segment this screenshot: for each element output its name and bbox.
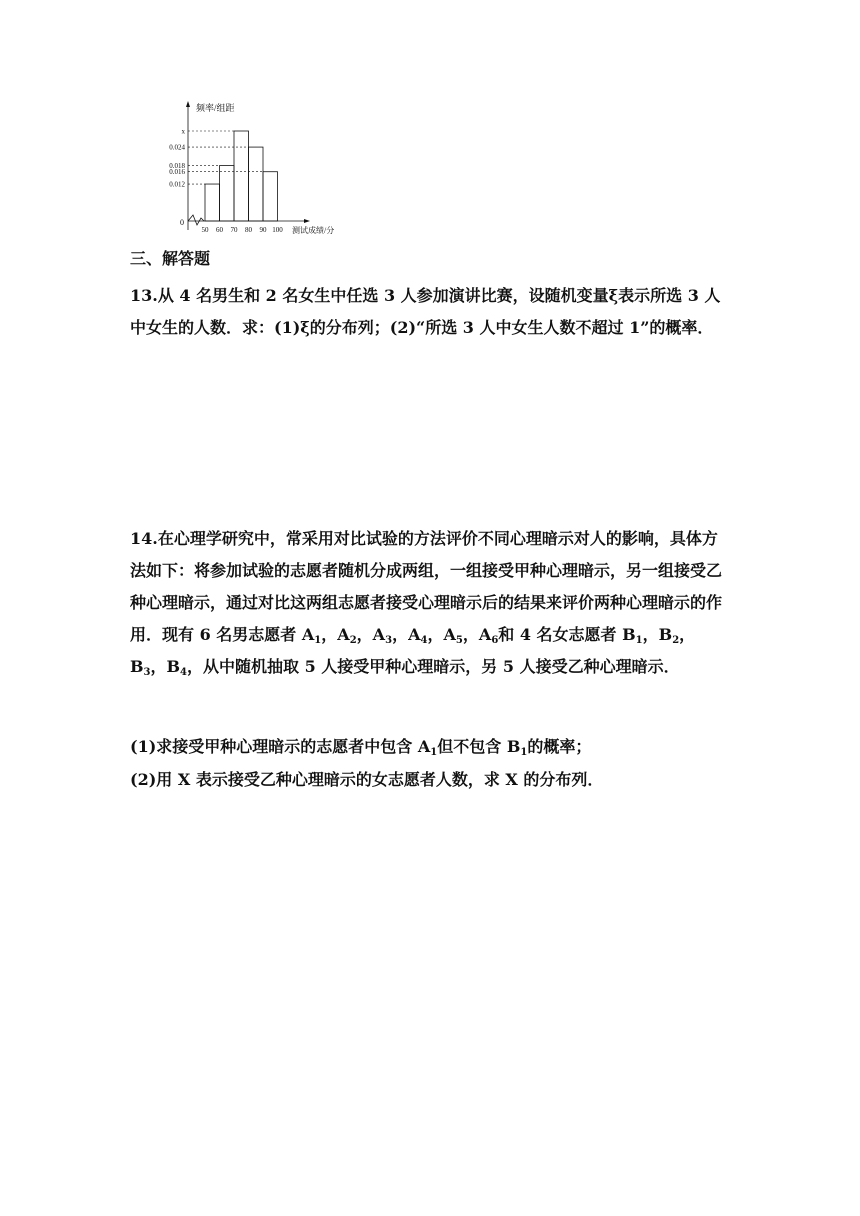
histogram-bar bbox=[263, 172, 278, 221]
y-tick-labels bbox=[169, 128, 185, 189]
x-tick-label: 90 bbox=[259, 226, 267, 234]
axis-break bbox=[188, 215, 204, 225]
y-tick-label: x bbox=[181, 127, 185, 136]
x-tick-label: 80 bbox=[245, 226, 252, 234]
section-title: 三、解答题 bbox=[130, 249, 211, 268]
question-14: 14.在心理学研究中，常采用对比试验的方法评价不同心理暗示对人的影响，具体方法如下：将参加试验的志愿者随机分成两组，一组接受甲种心理暗示，另一组接受乙种心理暗示，通过对比这两组志愿者接受心理暗示后的结果来评价两种心理暗示的作用．现有 6 名男志愿者 $A_1$，$A_2$，$A_3$，$A_4$，$A_5$，$A_6$和 4 名女志愿者 $B_1$，$B_2$，$B_3$，$B_4$，从中随机抽取 5 人接受甲种心理暗示，另 5 人接受乙种心理暗示． bbox=[130, 529, 723, 678]
x-tick-labels bbox=[202, 226, 284, 234]
histogram-bars bbox=[205, 131, 278, 221]
histogram-bar bbox=[234, 131, 249, 221]
y-tick-label: 0.024 bbox=[169, 143, 185, 152]
x-tick-label: 100 bbox=[272, 226, 283, 234]
y-axis-label: 频率/组距 bbox=[196, 103, 235, 113]
histogram-bar bbox=[205, 184, 220, 221]
x-tick-label: 70 bbox=[230, 226, 238, 234]
histogram-bar bbox=[249, 147, 264, 221]
x-tick-label: 60 bbox=[216, 226, 223, 234]
question-13: 13.从 4 名男生和 2 名女生中任选 3 人参加演讲比赛，设随机变量ξ表示所选 3 人中女生的人数．求：(1)ξ的分布列；(2)“所选 3 人中女生人数不超过 1”的概率． bbox=[130, 286, 721, 337]
histogram-bar bbox=[220, 166, 235, 221]
x-axis-label: 测试成绩/分 bbox=[292, 226, 335, 235]
x-tick-label: 50 bbox=[201, 226, 209, 234]
guide-lines bbox=[188, 131, 263, 184]
question-14-part-1: (1)求接受甲种心理暗示的志愿者中包含 $A_1$但不包含 $B_1$的概率； bbox=[130, 737, 592, 758]
frequency-histogram bbox=[160, 98, 350, 238]
y-tick-label: 0.016 bbox=[169, 168, 185, 177]
origin-label: 0 bbox=[180, 218, 184, 227]
y-tick-label: 0.018 bbox=[169, 162, 185, 171]
question-14-part-2: (2)用 X 表示接受乙种心理暗示的女志愿者人数，求 X 的分布列． bbox=[130, 770, 604, 789]
y-tick-label: 0.012 bbox=[169, 180, 185, 189]
